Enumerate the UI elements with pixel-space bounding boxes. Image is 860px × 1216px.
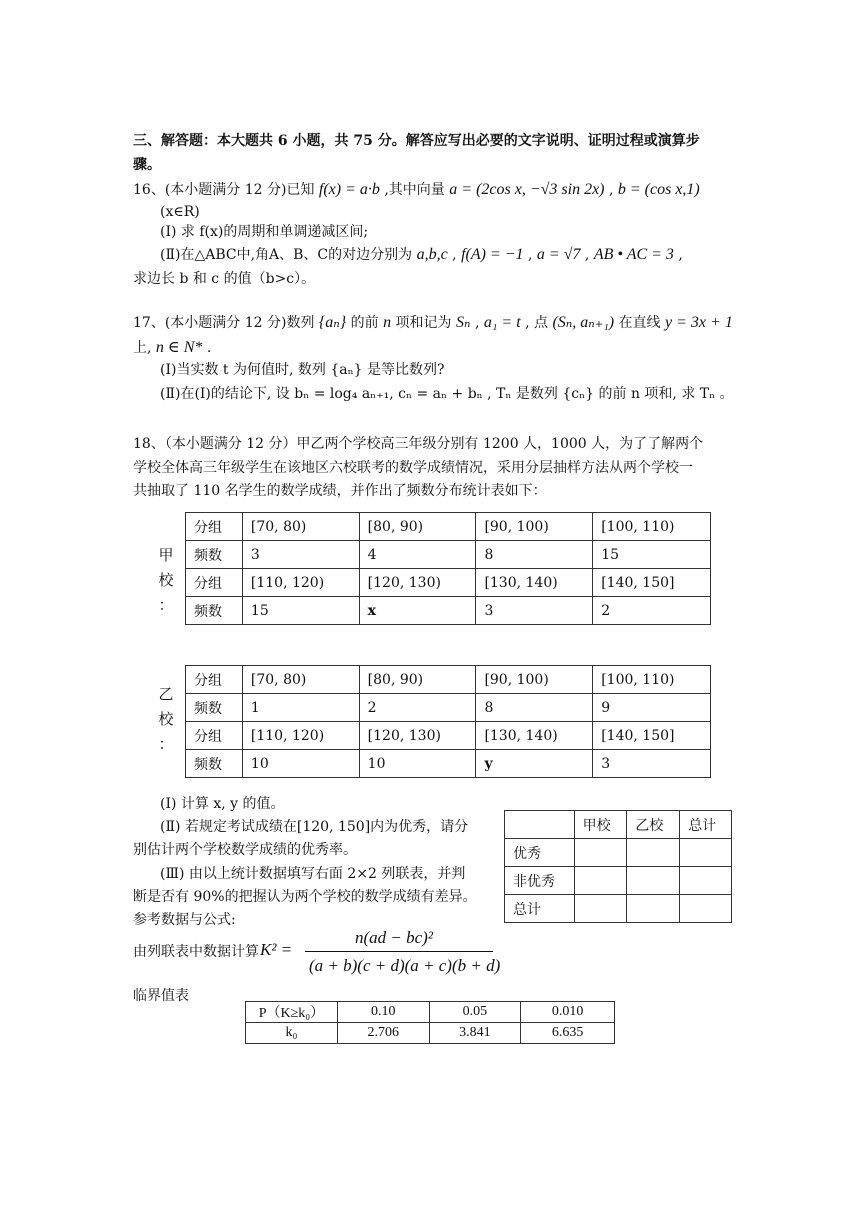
- q16-comma1: ,: [452, 247, 457, 263]
- table-cell: [80, 90): [359, 513, 476, 541]
- table-cell: [505, 811, 575, 839]
- q17-sn: Sₙ: [456, 314, 471, 331]
- q17-part1: (Ⅰ)当实数 t 为何值时, 数列 {aₙ} 是等比数列?: [160, 362, 445, 378]
- q16-line3: 求边长 b 和 c 的值（b>c）。: [133, 271, 316, 287]
- q17-line2a: 上,: [133, 340, 152, 356]
- table-cell: [70, 80): [242, 513, 359, 541]
- q17-line2c: .: [206, 340, 212, 356]
- table-cell: [110, 120): [242, 569, 359, 597]
- q17-part2: (Ⅱ)在(Ⅰ)的结论下, 设 bₙ = log₄ aₙ₊₁, cₙ = aₙ + bₙ , Tₙ 是数列 {cₙ} 的前 n 项和, 求 Tₙ 。: [160, 386, 734, 402]
- table-cell: 2: [359, 694, 476, 722]
- table-row: [505, 811, 732, 839]
- table-row: [246, 1023, 615, 1044]
- fraction-bar: [305, 951, 493, 952]
- q16-sep: ,: [608, 182, 614, 198]
- table-row: [505, 839, 732, 867]
- table-cell: 优秀: [505, 839, 575, 867]
- table-row: [186, 750, 711, 778]
- q18-line1: 18、（本小题满分 12 分）甲乙两个学校高三年级分别有 1200 人，1000 人，为了了解两个: [133, 436, 704, 452]
- table-row: [505, 895, 732, 923]
- q17-n-set: n ∈ N*: [155, 339, 203, 356]
- section-header-line2: 骤。: [133, 157, 161, 173]
- school-a-char2: 校: [158, 571, 174, 589]
- table-cell: 总计: [505, 895, 575, 923]
- q17-a1: a₁ = t: [483, 314, 521, 331]
- q17-line2: [133, 338, 211, 358]
- table-cell: 4: [359, 541, 476, 569]
- table-cell-empty: [627, 839, 680, 867]
- q16-part2: [160, 245, 683, 265]
- q17-t5: 在直线: [618, 315, 661, 331]
- table-cell: 乙校: [627, 811, 680, 839]
- table-cell: 15: [593, 541, 711, 569]
- section-header-line1: 三、解答题：本大题共 6 小题，共 75 分。解答应写出必要的文字说明、证明过程或演算步: [133, 133, 700, 149]
- table-cell-empty: [627, 867, 680, 895]
- table-cell: 9: [593, 694, 711, 722]
- q18-ref: 参考数据与公式:: [133, 912, 236, 928]
- table-cell: [140, 150]: [593, 722, 711, 750]
- table-cell: 10: [242, 750, 359, 778]
- table-cell: 分组: [186, 569, 243, 597]
- table-cell-empty: [574, 895, 627, 923]
- table-cell: [70, 80): [242, 666, 359, 694]
- table-row: [186, 513, 711, 541]
- table-cell: [100, 110): [593, 513, 711, 541]
- q16-a-def: a = (2cos x, −√3 sin 2x): [449, 181, 605, 198]
- table-cell: 分组: [186, 722, 243, 750]
- school-b-char3: ：: [158, 735, 174, 753]
- q18-part2b: 别估计两个学校数学成绩的优秀率。: [133, 842, 357, 858]
- table-cell-y: y: [476, 750, 593, 778]
- q16-a-value: a = √7: [536, 246, 581, 263]
- q17-seq: {aₙ}: [318, 314, 347, 331]
- table-cell: 3: [593, 750, 711, 778]
- table-cell: [80, 90): [359, 666, 476, 694]
- table-cell: 10: [359, 750, 476, 778]
- formula-numerator: n(ad − bc)²: [355, 928, 433, 947]
- q17-n: n: [383, 314, 392, 331]
- table-cell: 0.010: [521, 1002, 615, 1023]
- q16-b-def: b = (cos x,1): [617, 181, 700, 198]
- q17-point: (Sₙ, aₙ₊₁): [552, 314, 615, 331]
- table-cell: [90, 100): [476, 666, 593, 694]
- table-row: [505, 867, 732, 895]
- table-cell-empty: [574, 867, 627, 895]
- table-cell: 分组: [186, 666, 243, 694]
- table-cell: k₀: [246, 1023, 338, 1044]
- table-cell: 分组: [186, 513, 243, 541]
- school-a-char3: ：: [158, 596, 174, 614]
- q18-line2: 学校全体高三年级学生在该地区六校联考的数学成绩情况，采用分层抽样方法从两个学校一: [133, 460, 693, 476]
- table-cell: 3: [476, 597, 593, 625]
- q16-part2-text: (Ⅱ)在△ABC中,角A、B、C的对边分别为: [160, 247, 413, 263]
- q16-fa: f(A) = −1: [461, 246, 524, 263]
- school-a-label: [158, 544, 174, 616]
- table-row: [246, 1002, 615, 1023]
- q17-t4: , 点: [525, 315, 549, 331]
- q18-part3a: (Ⅲ) 由以上统计数据填写右面 2×2 列联表，并判: [160, 866, 466, 882]
- table-cell: 0.10: [337, 1002, 429, 1023]
- table-cell: 频数: [186, 694, 243, 722]
- table-cell-x: x: [359, 597, 476, 625]
- school-b-label: [158, 683, 174, 755]
- q17-intro: 17、(本小题满分 12 分)数列: [133, 315, 315, 331]
- table-row: [186, 666, 711, 694]
- table-row: [186, 569, 711, 597]
- contingency-table: [504, 810, 732, 923]
- q18-part2a: (Ⅱ) 若规定考试成绩在[120, 150]内为优秀，请分: [160, 819, 469, 835]
- table-row: [186, 541, 711, 569]
- table-cell: 频数: [186, 541, 243, 569]
- table-cell: [100, 110): [593, 666, 711, 694]
- table-cell: [120, 130): [359, 569, 476, 597]
- table-row: [186, 694, 711, 722]
- critical-table: [245, 1001, 615, 1044]
- table-row: [186, 722, 711, 750]
- table-cell: 8: [476, 694, 593, 722]
- table-cell: 总计: [680, 811, 732, 839]
- table-school-b: [185, 665, 711, 778]
- q17-t3: ,: [474, 315, 480, 331]
- table-cell: 0.05: [429, 1002, 521, 1023]
- q17-line1: [133, 313, 733, 333]
- q16-f-def: f(x) = a·b: [318, 181, 380, 198]
- table-cell-empty: [627, 895, 680, 923]
- table-cell-empty: [680, 895, 732, 923]
- q16-comma4: ,: [678, 247, 683, 263]
- table-cell: 1: [242, 694, 359, 722]
- q18-part3b: 断是否有 90%的把握认为两个学校的数学成绩有差异。: [133, 889, 477, 905]
- table-cell: [120, 130): [359, 722, 476, 750]
- table-cell-empty: [574, 839, 627, 867]
- table-cell: [140, 150]: [593, 569, 711, 597]
- q17-t2: 项和记为: [395, 315, 452, 331]
- formula-lhs: K² =: [260, 940, 293, 959]
- table-cell: 3.841: [429, 1023, 521, 1044]
- q16-intro: 16、(本小题满分 12 分)已知: [133, 182, 315, 198]
- q16-sides: a,b,c: [416, 246, 448, 263]
- table-cell: 甲校: [574, 811, 627, 839]
- q16-comma2: ,: [527, 247, 533, 263]
- table-cell: 非优秀: [505, 867, 575, 895]
- critical-title: 临界值表: [133, 988, 189, 1004]
- q16-dot-product: AB • AC = 3: [593, 246, 674, 263]
- table-cell: 15: [242, 597, 359, 625]
- table-cell-empty: [680, 839, 732, 867]
- table-cell: 6.635: [521, 1023, 615, 1044]
- q18-part1: (Ⅰ) 计算 x, y 的值。: [160, 796, 285, 812]
- school-b-char2: 校: [158, 710, 174, 728]
- q16-line1: [133, 180, 700, 200]
- school-a-char1: 甲: [158, 546, 174, 564]
- table-row: [186, 597, 711, 625]
- table-cell: 2.706: [337, 1023, 429, 1044]
- table-cell: 3: [242, 541, 359, 569]
- q16-domain: (x∈R): [160, 204, 200, 220]
- table-cell: [130, 140): [476, 569, 593, 597]
- formula-prefix: 由列联表中数据计算: [133, 944, 259, 960]
- school-b-char1: 乙: [158, 685, 174, 703]
- table-cell-empty: [680, 867, 732, 895]
- q16-comma3: ,: [584, 247, 590, 263]
- table-cell: [110, 120): [242, 722, 359, 750]
- q17-t1: 的前: [350, 315, 379, 331]
- q17-line-eq: y = 3x + 1: [665, 314, 733, 331]
- table-cell: [90, 100): [476, 513, 593, 541]
- q16-part1: (Ⅰ) 求 f(x)的周期和单调递减区间;: [160, 224, 369, 240]
- formula-denominator: (a + b)(c + d)(a + c)(b + d): [309, 956, 501, 975]
- table-cell: 频数: [186, 597, 243, 625]
- table-cell: 频数: [186, 750, 243, 778]
- q18-line3: 共抽取了 110 名学生的数学成绩，并作出了频数分布统计表如下：: [133, 483, 547, 499]
- table-cell: P（K≥k₀）: [246, 1002, 338, 1023]
- table-cell: [130, 140): [476, 722, 593, 750]
- table-cell: 8: [476, 541, 593, 569]
- table-school-a: [185, 512, 711, 625]
- q16-mid: ,其中向量: [384, 182, 445, 198]
- table-cell: 2: [593, 597, 711, 625]
